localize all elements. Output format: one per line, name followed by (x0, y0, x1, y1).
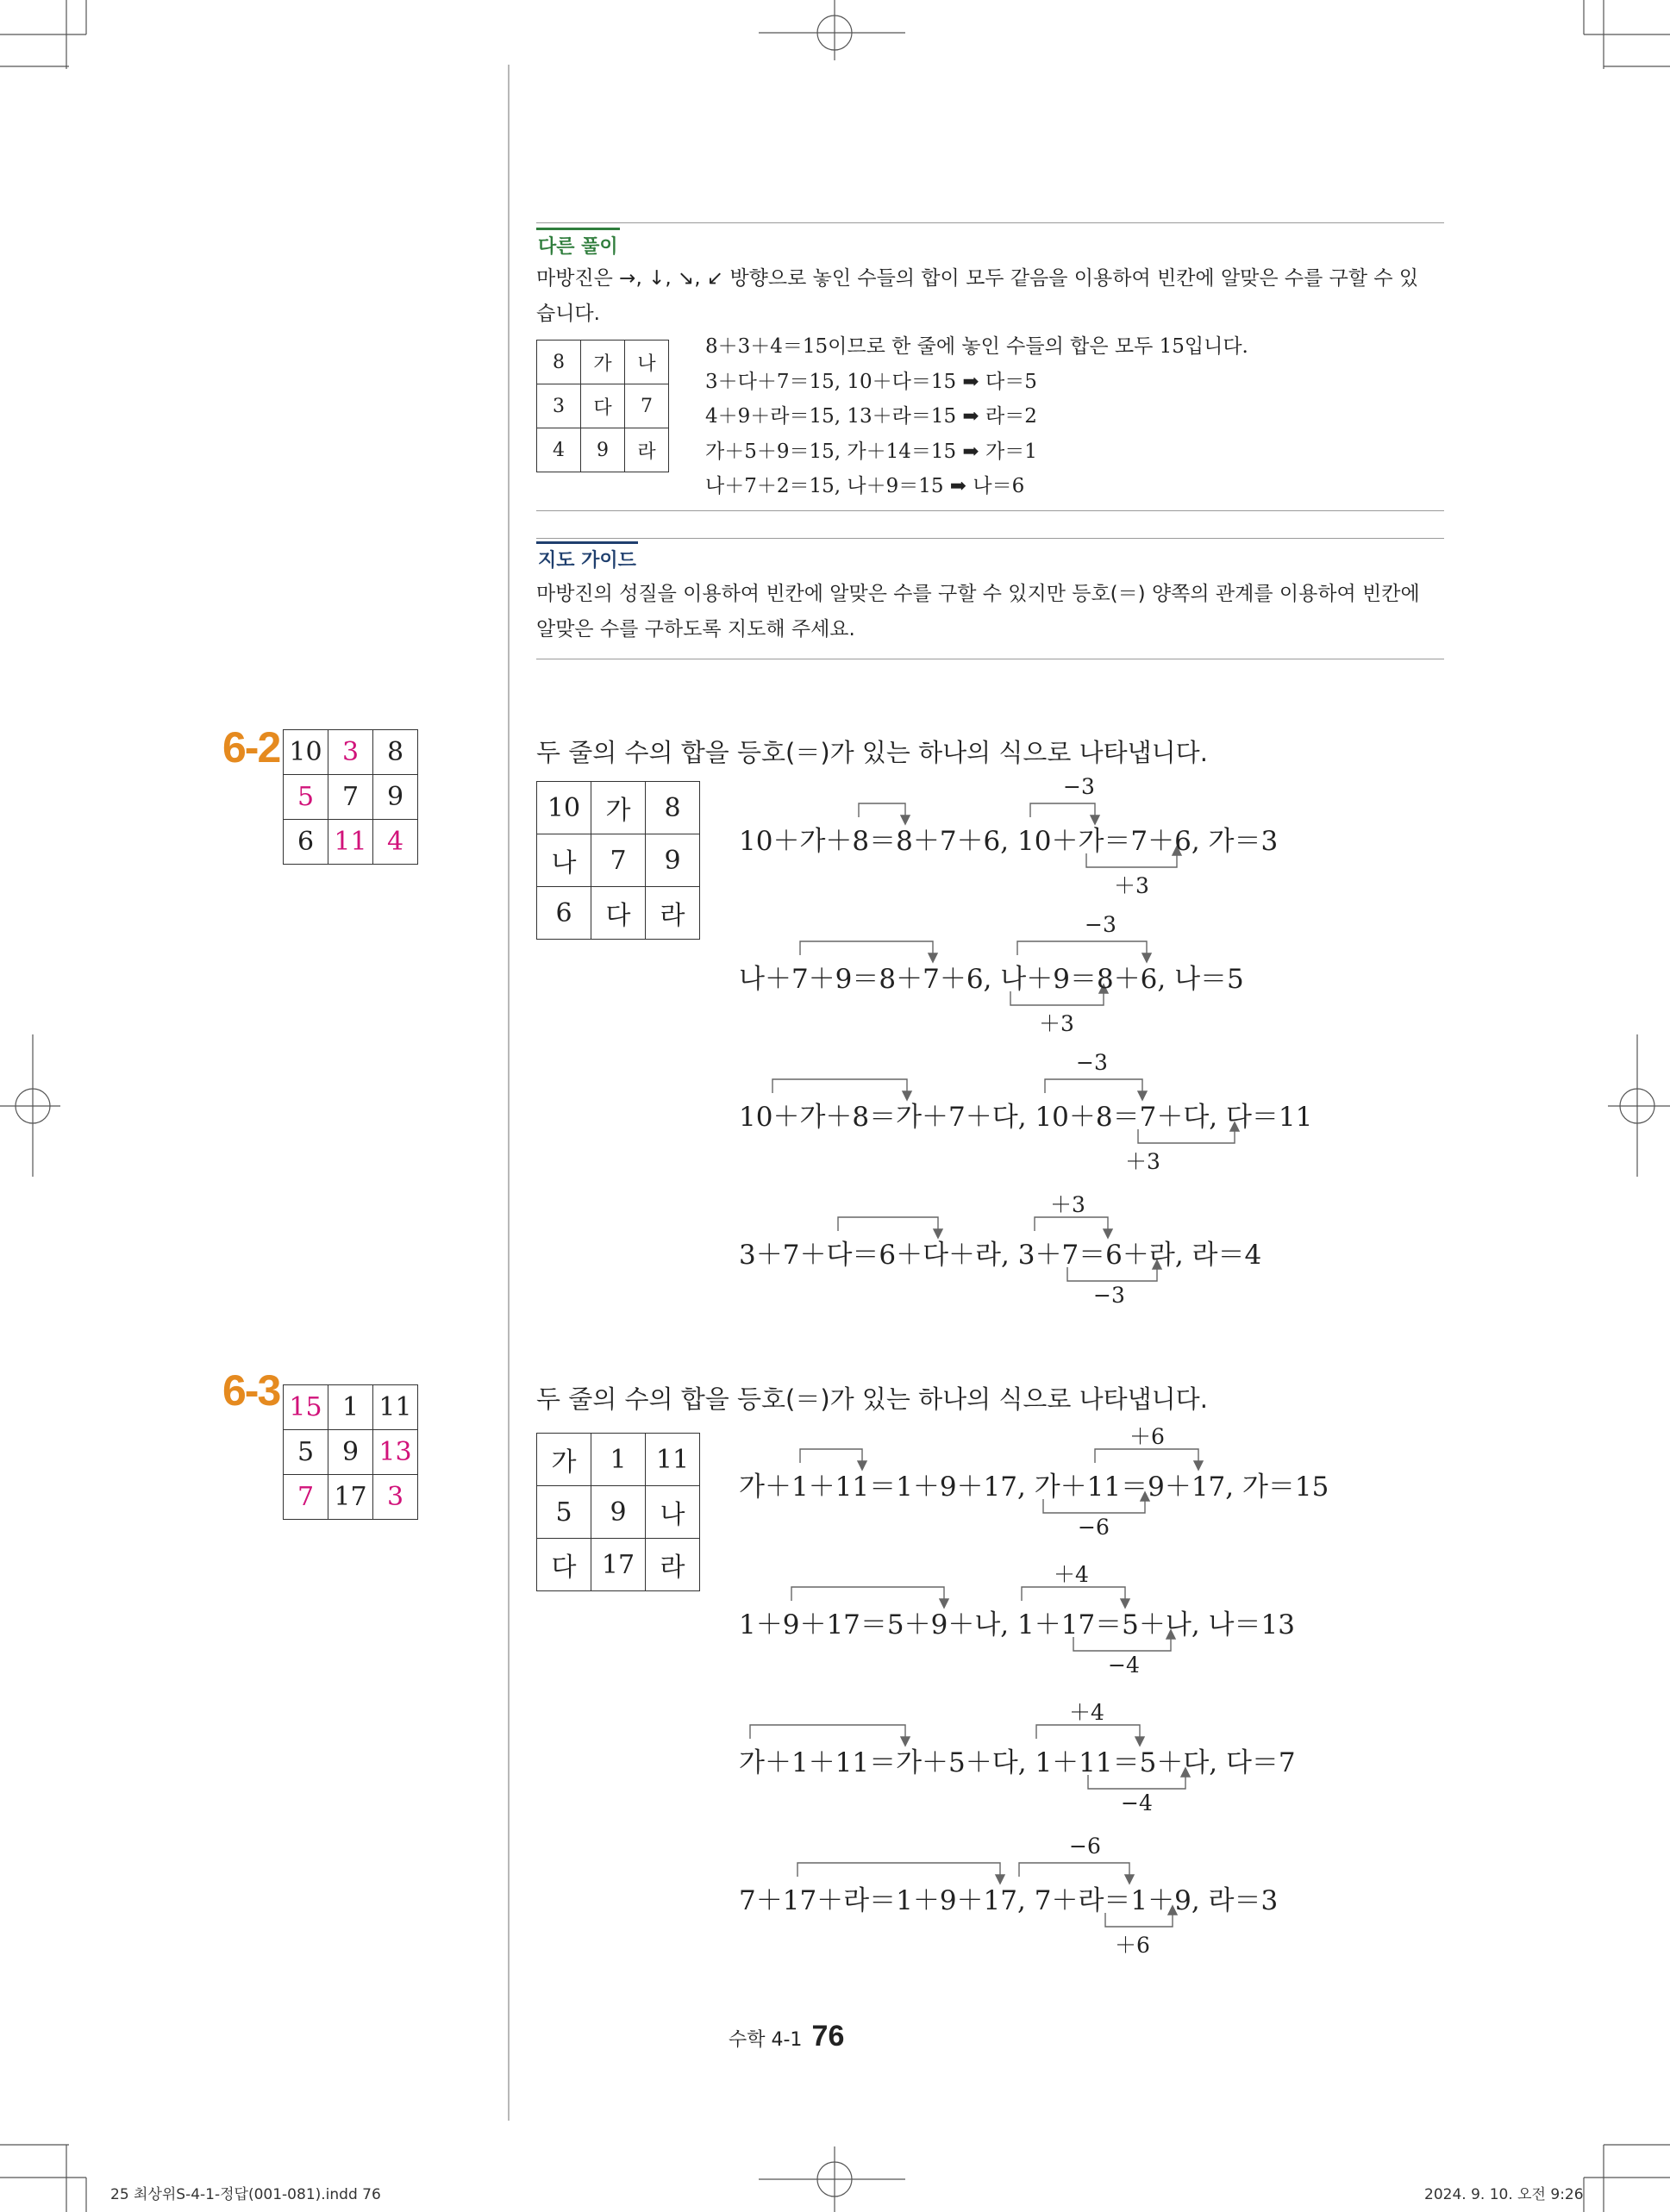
grid-cell: 8 (646, 782, 700, 834)
answer-grid-6-2 (283, 729, 418, 865)
problem-grid-6-3 (536, 1433, 700, 1591)
grid-cell: 9 (328, 1430, 373, 1475)
note-bottom-6-2-1: ＋3 (1114, 873, 1149, 898)
note-top-6-2-2: −3 (1085, 912, 1116, 937)
grid-cell: 7 (328, 775, 373, 820)
grid-cell: 나 (537, 834, 591, 887)
grid-cell: 6 (537, 887, 591, 940)
equation-6-3-1: 가＋1＋11＝1＋9＋17, 가＋11＝9＋17, 가＝15 (739, 1472, 1329, 1503)
grid-cell: 9 (591, 1486, 646, 1539)
equation-6-2-2: 나＋7＋9＝8＋7＋6, 나＋9＝8＋6, 나＝5 (739, 964, 1244, 995)
note-bottom-6-2-3: ＋3 (1125, 1149, 1160, 1174)
note-top-6-3-1: ＋6 (1129, 1424, 1165, 1449)
page-number (729, 2020, 844, 2053)
grid-cell: 라 (625, 428, 669, 472)
note-top-6-2-4: ＋3 (1050, 1192, 1085, 1217)
grid-cell: 라 (646, 1539, 700, 1591)
guide-text-2: 알맞은 수를 구하도록 지도해 주세요. (536, 618, 855, 640)
grid-cell: 6 (284, 820, 328, 865)
solution-line: 가＋5＋9＝15, 가＋14＝15 ➡ 가＝1 (705, 440, 1037, 463)
grid-cell: 3 (537, 384, 581, 428)
grid-cell: 8 (373, 730, 418, 775)
solution-line: 4＋9＋라＝15, 13＋라＝15 ➡ 라＝2 (705, 405, 1037, 428)
answer-cell: 3 (373, 1475, 418, 1520)
equation-6-3-4: 7＋17＋라＝1＋9＋17, 7＋라＝1＋9, 라＝3 (739, 1885, 1279, 1916)
equation-6-3-2: 1＋9＋17＝5＋9＋나, 1＋17＝5＋나, 나＝13 (739, 1609, 1295, 1640)
grid-cell: 가 (581, 341, 625, 384)
guide-heading: 지도 가이드 (536, 541, 638, 572)
alt-solution-grid (536, 340, 669, 472)
note-bottom-6-3-3: −4 (1121, 1790, 1153, 1815)
note-bottom-6-2-4: −3 (1093, 1283, 1125, 1308)
footer-file: 25 최상위S-4-1-정답(001-081).indd 76 (110, 2186, 381, 2203)
note-bottom-6-2-2: ＋3 (1039, 1011, 1074, 1036)
problem-label-6-2: 6-2 (222, 723, 280, 772)
solution-line: 8＋3＋4＝15이므로 한 줄에 놓인 수들의 합은 모두 15입니다. (705, 335, 1248, 358)
grid-cell: 7 (591, 834, 646, 887)
answer-cell: 4 (373, 820, 418, 865)
grid-cell: 10 (537, 782, 591, 834)
note-top-6-2-1: −3 (1063, 774, 1095, 799)
grid-cell: 1 (591, 1434, 646, 1486)
note-bottom-6-3-1: −6 (1078, 1515, 1110, 1540)
note-bottom-6-3-2: −4 (1108, 1653, 1140, 1678)
note-top-6-3-3: ＋4 (1069, 1700, 1104, 1725)
note-top-6-2-3: −3 (1076, 1050, 1108, 1075)
grid-cell: 나 (646, 1486, 700, 1539)
solution-line: 나＋7＋2＝15, 나＋9＝15 ➡ 나＝6 (705, 475, 1025, 497)
grid-cell: 다 (537, 1539, 591, 1591)
note-top-6-3-4: −6 (1069, 1834, 1101, 1859)
answer-cell: 5 (284, 775, 328, 820)
grid-cell: 나 (625, 341, 669, 384)
grid-cell: 17 (328, 1475, 373, 1520)
grid-cell: 5 (537, 1486, 591, 1539)
grid-cell: 17 (591, 1539, 646, 1591)
alt-solution-heading: 다른 풀이 (536, 228, 620, 259)
grid-cell: 11 (373, 1385, 418, 1430)
grid-cell: 다 (591, 887, 646, 940)
grid-cell: 9 (581, 428, 625, 472)
answer-cell: 15 (284, 1385, 328, 1430)
note-top-6-3-2: ＋4 (1054, 1562, 1089, 1587)
grid-cell: 가 (537, 1434, 591, 1486)
alt-solution-text-2: 습니다. (536, 303, 600, 325)
note-bottom-6-3-4: ＋6 (1115, 1933, 1150, 1958)
page-subject: 수학 4-1 (729, 2029, 803, 2051)
answer-grid-6-3 (283, 1384, 418, 1520)
grid-cell: 1 (328, 1385, 373, 1430)
answer-cell: 13 (373, 1430, 418, 1475)
answer-cell: 3 (328, 730, 373, 775)
grid-cell: 다 (581, 384, 625, 428)
page-number-value: 76 (811, 2020, 845, 2053)
grid-cell: 10 (284, 730, 328, 775)
solution-line: 3＋다＋7＝15, 10＋다＝15 ➡ 다＝5 (705, 370, 1037, 393)
problem-label-6-3: 6-3 (222, 1366, 280, 1415)
equation-6-2-3: 10＋가＋8＝가＋7＋다, 10＋8＝7＋다, 다＝11 (739, 1102, 1313, 1133)
answer-cell: 7 (284, 1475, 328, 1520)
grid-cell: 4 (537, 428, 581, 472)
grid-cell: 가 (591, 782, 646, 834)
problem-grid-6-2 (536, 781, 700, 940)
equation-6-2-1: 10＋가＋8＝8＋7＋6, 10＋가＝7＋6, 가＝3 (739, 826, 1279, 857)
grid-cell: 9 (373, 775, 418, 820)
intro-6-2: 두 줄의 수의 합을 등호(＝)가 있는 하나의 식으로 나타냅니다. (536, 738, 1208, 767)
grid-cell: 라 (646, 887, 700, 940)
footer-timestamp: 2024. 9. 10. 오전 9:26 (1424, 2186, 1584, 2203)
answer-cell: 11 (328, 820, 373, 865)
grid-cell: 7 (625, 384, 669, 428)
alt-solution-text-1: 마방진은 →, ↓, ↘, ↙ 방향으로 놓인 수들의 합이 모두 같음을 이용하여 빈칸에 알맞은 수를 구할 수 있 (536, 267, 1419, 290)
grid-cell: 11 (646, 1434, 700, 1486)
equation-6-2-4: 3＋7＋다＝6＋다＋라, 3＋7＝6＋라, 라＝4 (739, 1240, 1262, 1271)
grid-cell: 8 (537, 341, 581, 384)
guide-text-1: 마방진의 성질을 이용하여 빈칸에 알맞은 수를 구할 수 있지만 등호(＝) 양쪽의 관계를 이용하여 빈칸에 (536, 583, 1420, 605)
grid-cell: 9 (646, 834, 700, 887)
alt-solution-lines (705, 329, 1248, 504)
intro-6-3: 두 줄의 수의 합을 등호(＝)가 있는 하나의 식으로 나타냅니다. (536, 1384, 1208, 1414)
grid-cell: 5 (284, 1430, 328, 1475)
equation-6-3-3: 가＋1＋11＝가＋5＋다, 1＋11＝5＋다, 다＝7 (739, 1747, 1296, 1778)
